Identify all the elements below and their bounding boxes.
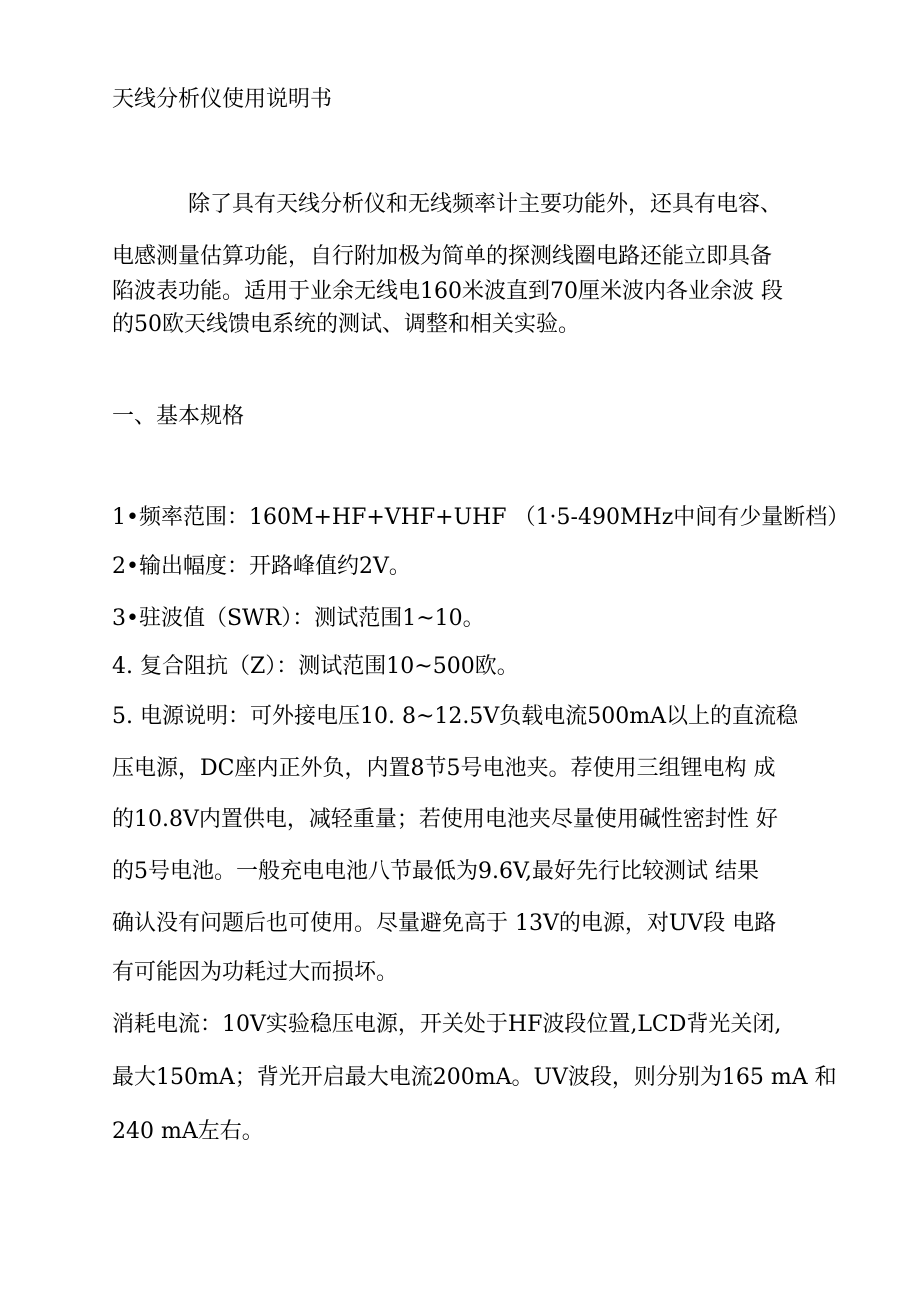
intro-line: 陷波表功能。适用于业余无线电160米波直到70厘米波内各业余波 段 [112,279,783,304]
spec-line: 1•频率范围：160M+HF+VHF+UHF （1·5-490MHz中间有少量断档） [112,505,850,530]
intro-line: 的50欧天线馈电系统的测试、调整和相关实验。 [112,312,580,337]
spec-line: 消耗电流：10V实验稳压电源，开关处于HF波段位置,LCD背光关闭, [112,1012,782,1037]
intro-line: 电感测量估算功能，自行附加极为简单的探测线圈电路还能立即具备 [112,244,773,269]
spec-line: 压电源，DC座内正外负，内置8节5号电池夹。荐使用三组锂电构 成 [112,756,776,781]
spec-line: 3•驻波值（SWR）：测试范围1~10。 [112,606,485,631]
spec-line: 的10.8V内置供电，减轻重量；若使用电池夹尽量使用碱性密封性 好 [112,807,778,832]
spec-line: 的5号电池。一般充电电池八节最低为9.6V,最好先行比较测试 结果 [112,859,760,884]
spec-line: 有可能因为功耗过大而损坏。 [112,960,399,985]
intro-line: 除了具有天线分析仪和无线频率计主要功能外，还具有电容、 [188,192,783,217]
spec-line: 4. 复合阻抗（Z）：测试范围10~500欧。 [112,654,519,679]
document-title: 天线分析仪使用说明书 [112,87,333,112]
spec-line: 2•输出幅度：开路峰值约2V。 [112,554,411,579]
spec-line: 240 mA左右。 [112,1119,264,1144]
spec-line: 5. 电源说明：可外接电压10. 8~12.5V负载电流500mA以上的直流稳 [112,704,799,729]
spec-line: 确认没有问题后也可使用。尽量避免高于 13V的电源，对UV段 电路 [112,911,777,936]
section-heading: 一、基本规格 [112,404,245,429]
spec-line: 最大150mA；背光开启最大电流200mA。UV波段，则分别为165 mA 和 [112,1065,837,1090]
